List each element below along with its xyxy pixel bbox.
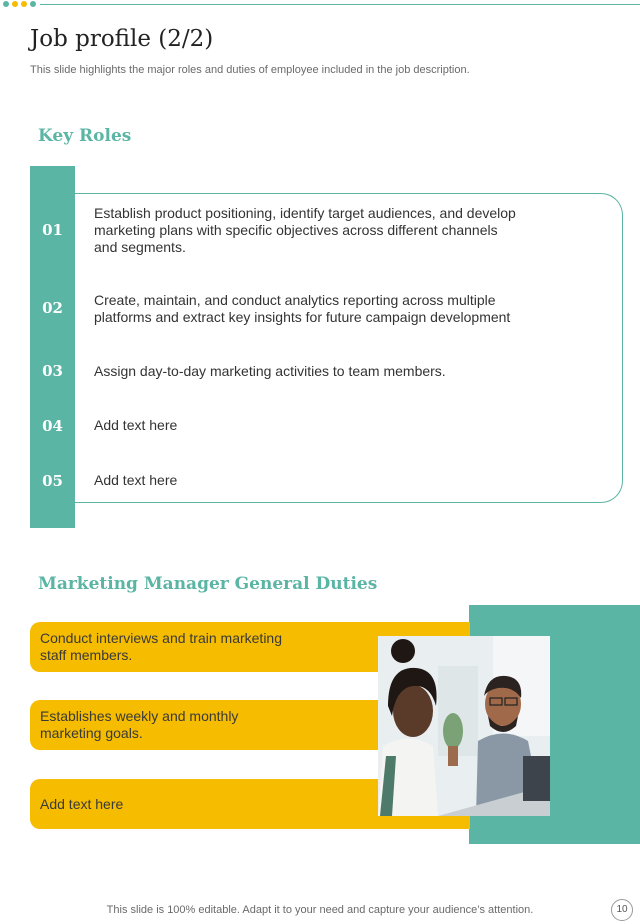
duty-text: Add text here: [40, 795, 124, 812]
footer-note: This slide is 100% editable. Adapt it to your need and capture your audience’s attention.: [106, 904, 534, 916]
role-text: Add text here: [94, 417, 178, 433]
dot-icon: [30, 1, 36, 7]
duty-text: Establishes weekly and monthly marketing goals.: [40, 708, 239, 741]
role-text: Add text here: [94, 472, 178, 488]
dot-icon: [21, 1, 27, 7]
page-subtitle: This slide highlights the major roles and duties of employee included in the job description.: [30, 64, 470, 76]
key-roles-heading: Key Roles: [38, 126, 132, 146]
role-text: Establish product positioning, identify target audiences, and develop marketing plans with specific objectives across different channels and segments.: [94, 205, 516, 255]
role-text: Assign day-to-day marketing activities to team members.: [94, 363, 446, 379]
top-divider: [40, 4, 640, 5]
decorative-dots: [3, 1, 36, 7]
role-number: 02: [42, 299, 63, 317]
dot-icon: [12, 1, 18, 7]
page-title: Job profile (2/2): [30, 26, 214, 52]
page-number: 10: [611, 899, 633, 921]
dot-icon: [3, 1, 9, 7]
role-number: 01: [42, 221, 63, 239]
role-number: 04: [42, 417, 63, 435]
role-number: 03: [42, 362, 63, 380]
role-text: Create, maintain, and conduct analytics reporting across multiple platforms and extract key insights for future campaign development: [94, 292, 511, 325]
role-number: 05: [42, 472, 63, 490]
office-photo: [378, 636, 550, 816]
duty-text: Conduct interviews and train marketing staff members.: [40, 630, 283, 663]
duties-heading: Marketing Manager General Duties: [38, 574, 378, 594]
